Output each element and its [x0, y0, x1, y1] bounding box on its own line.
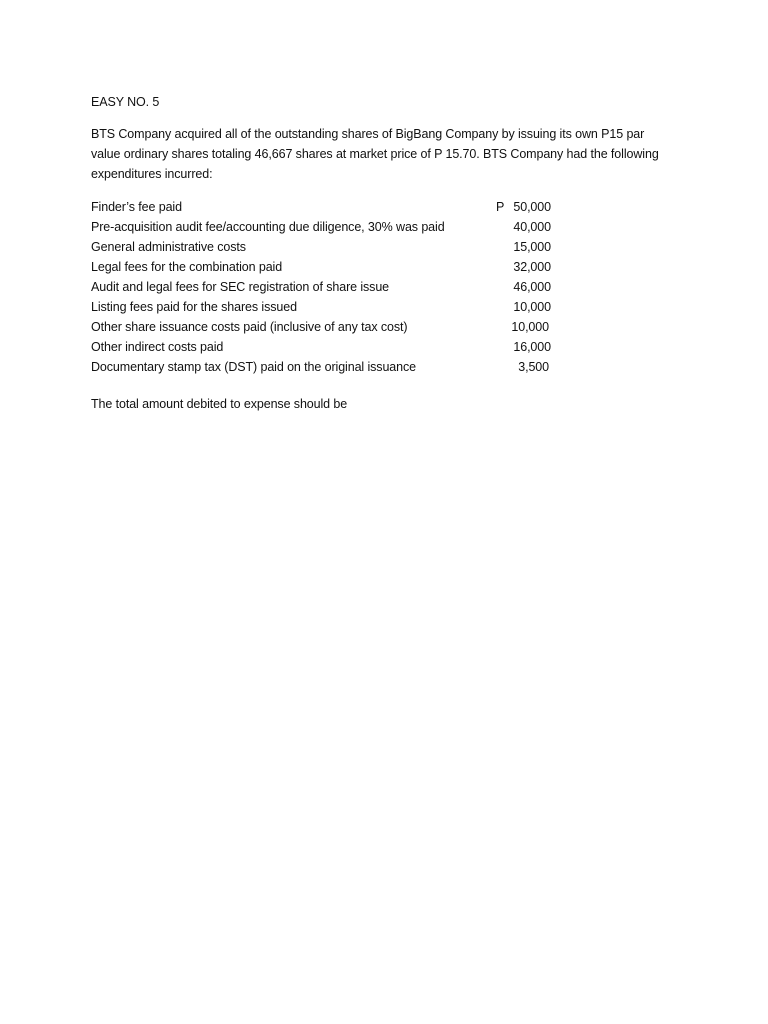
- expense-amount: 3,500: [518, 360, 549, 374]
- expense-list: [91, 197, 561, 377]
- expense-row: [91, 237, 561, 257]
- expense-amount: 10,000: [513, 300, 551, 314]
- problem-line: BTS Company acquired all of the outstanding shares of BigBang Company by issuing its own P15 par: [91, 127, 645, 141]
- expense-row: [91, 317, 561, 337]
- expense-amount: 32,000: [513, 260, 551, 274]
- problem-line: expenditures incurred:: [91, 167, 213, 181]
- expense-label: Documentary stamp tax (DST) paid on the original issuance: [91, 360, 417, 374]
- problem-statement: [91, 124, 691, 184]
- expense-label: General administrative costs: [91, 240, 246, 254]
- expense-row: [91, 277, 561, 297]
- expense-amount: 16,000: [513, 340, 551, 354]
- expense-label: Legal fees for the combination paid: [91, 260, 283, 274]
- problem-line: value ordinary shares totaling 46,667 shares at market price of P 15.70. BTS Company had the following: [91, 147, 659, 161]
- expense-row: [91, 297, 561, 317]
- expense-row: [91, 257, 561, 277]
- expense-amount: 10,000: [511, 320, 549, 334]
- expense-label: Other share issuance costs paid (inclusive of any tax cost): [91, 320, 408, 334]
- currency-symbol: P: [496, 200, 505, 214]
- expense-amount: 46,000: [513, 280, 551, 294]
- expense-row: [91, 357, 561, 377]
- question-text: The total amount debited to expense should be: [91, 397, 348, 411]
- problem-title: EASY NO. 5: [91, 95, 160, 109]
- expense-amount: 40,000: [513, 220, 551, 234]
- expense-label: Pre-acquisition audit fee/accounting due diligence, 30% was paid: [91, 220, 445, 234]
- expense-amount: 50,000: [513, 200, 551, 214]
- expense-label: Finder’s fee paid: [91, 200, 182, 214]
- expense-label: Listing fees paid for the shares issued: [91, 300, 297, 314]
- expense-label: Audit and legal fees for SEC registration of share issue: [91, 280, 390, 294]
- expense-amount: 15,000: [513, 240, 551, 254]
- expense-row: [91, 217, 561, 237]
- expense-row: [91, 337, 561, 357]
- expense-row: [91, 197, 561, 217]
- expense-label: Other indirect costs paid: [91, 340, 224, 354]
